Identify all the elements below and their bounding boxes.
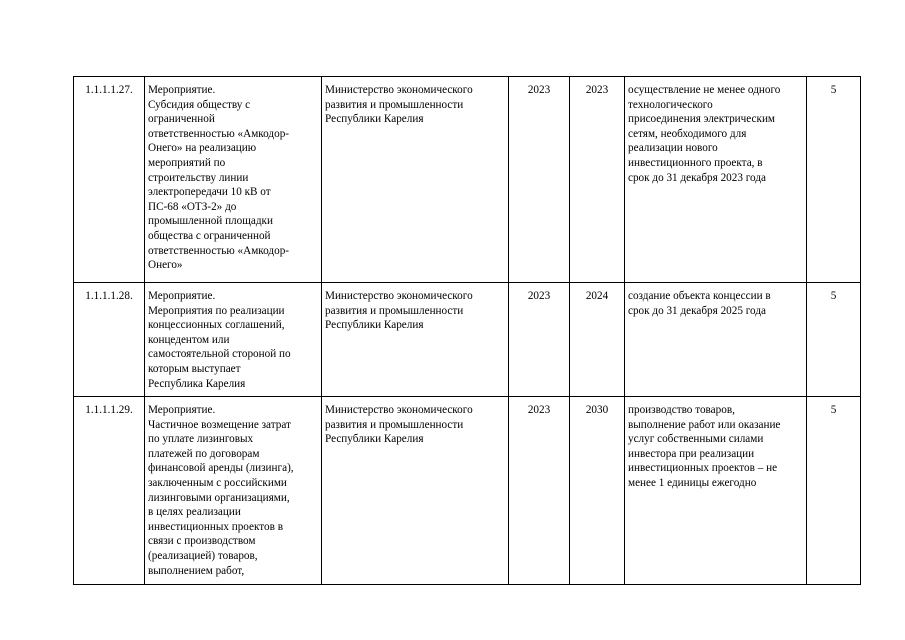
- event-description: [145, 397, 322, 585]
- text-line: самостоятельной стороной по: [148, 348, 291, 361]
- text-line: связи с производством: [148, 535, 256, 548]
- text-line: которым выступает: [148, 362, 241, 375]
- expected-result: [625, 77, 807, 283]
- text-line: Мероприятие.: [148, 404, 216, 416]
- text-line: менее 1 единицы ежегодно: [628, 476, 757, 489]
- text-line: ответственностью «Амкодор-: [148, 244, 290, 257]
- text-line: Субсидия обществу с: [148, 98, 251, 111]
- text-line: технологического: [628, 98, 713, 111]
- text-line: мероприятий по: [148, 156, 226, 169]
- table-row: [74, 283, 861, 397]
- text-line: создание объекта концессии в: [628, 290, 771, 302]
- text-line: производство товаров,: [628, 404, 735, 416]
- text-line: инвестиционных проектов – не: [628, 462, 778, 475]
- text-line: концедентом или: [148, 333, 230, 346]
- text-line: осуществление не менее одного: [628, 84, 781, 96]
- indicator-link: 5: [807, 283, 861, 397]
- text-line: развития и промышленности: [325, 418, 464, 431]
- text-line: Республика Карелия: [148, 377, 246, 390]
- executor: [322, 397, 509, 585]
- text-line: финансовой аренды (лизинга),: [148, 462, 294, 475]
- text-line: концессионных соглашений,: [148, 319, 285, 332]
- text-line: Республики Карелия: [325, 113, 424, 126]
- text-line: развития и промышленности: [325, 304, 464, 317]
- text-line: заключенным с российскими: [148, 476, 287, 489]
- start-year: 2023: [509, 283, 570, 397]
- start-year: 2023: [509, 397, 570, 585]
- expected-result: [625, 397, 807, 585]
- text-line: реализации нового: [628, 142, 718, 155]
- table-row: [74, 77, 861, 283]
- text-line: инвестиционного проекта, в: [628, 156, 763, 169]
- text-line: выполнением работ,: [148, 564, 245, 577]
- row-number: 1.1.1.1.29.: [74, 397, 145, 585]
- text-line: срок до 31 декабря 2025 года: [628, 304, 766, 317]
- text-line: общества с ограниченной: [148, 229, 271, 242]
- event-description: [145, 77, 322, 283]
- text-line: Онего» на реализацию: [148, 142, 257, 155]
- text-line: развития и промышленности: [325, 98, 464, 111]
- text-line: платежей по договорам: [148, 447, 260, 460]
- text-line: ограниченной: [148, 113, 215, 126]
- text-line: Министерство экономического: [325, 84, 473, 96]
- executor: [322, 283, 509, 397]
- text-line: Республики Карелия: [325, 433, 424, 446]
- start-year: 2023: [509, 77, 570, 283]
- table-body: [74, 77, 861, 585]
- measures-table-container: [73, 76, 860, 585]
- text-line: Министерство экономического: [325, 290, 473, 302]
- text-line: Мероприятие.: [148, 84, 216, 96]
- text-line: электропередачи 10 кВ от: [148, 186, 271, 199]
- text-line: строительству линии: [148, 171, 249, 184]
- row-number: 1.1.1.1.28.: [74, 283, 145, 397]
- table-row: [74, 397, 861, 585]
- text-line: Мероприятия по реализации: [148, 304, 285, 317]
- text-line: сетям, необходимого для: [628, 127, 747, 140]
- text-line: Онего»: [148, 259, 183, 272]
- text-line: в целях реализации: [148, 506, 241, 519]
- text-line: лизинговыми организациями,: [148, 491, 290, 504]
- executor: [322, 77, 509, 283]
- text-line: по уплате лизинговых: [148, 433, 254, 446]
- indicator-link: 5: [807, 397, 861, 585]
- indicator-link: 5: [807, 77, 861, 283]
- text-line: Частичное возмещение затрат: [148, 418, 291, 431]
- end-year: 2023: [570, 77, 625, 283]
- end-year: 2030: [570, 397, 625, 585]
- text-line: услуг собственными силами: [628, 433, 764, 446]
- text-line: присоединения электрическим: [628, 113, 776, 126]
- text-line: ПС-68 «ОТЗ-2» до: [148, 200, 237, 213]
- text-line: срок до 31 декабря 2023 года: [628, 171, 766, 184]
- row-number: 1.1.1.1.27.: [74, 77, 145, 283]
- text-line: (реализацией) товаров,: [148, 549, 258, 562]
- text-line: Республики Карелия: [325, 319, 424, 332]
- text-line: инвестора при реализации: [628, 447, 755, 460]
- text-line: инвестиционных проектов в: [148, 520, 283, 533]
- text-line: Мероприятие.: [148, 290, 216, 302]
- expected-result: [625, 283, 807, 397]
- text-line: Министерство экономического: [325, 404, 473, 416]
- measures-table: [73, 76, 861, 585]
- text-line: промышленной площадки: [148, 215, 273, 228]
- text-line: выполнение работ или оказание: [628, 418, 781, 431]
- end-year: 2024: [570, 283, 625, 397]
- text-line: ответственностью «Амкодор-: [148, 127, 290, 140]
- event-description: [145, 283, 322, 397]
